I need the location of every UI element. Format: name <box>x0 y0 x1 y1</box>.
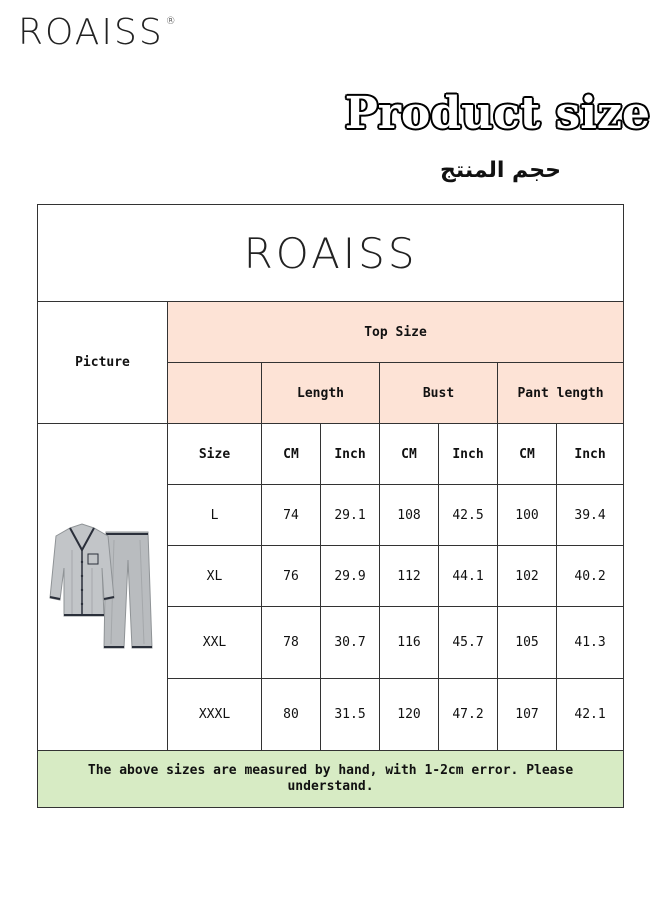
length-inch-cell: 31.5 <box>321 679 380 751</box>
size-cell: XXL <box>168 607 262 679</box>
bust-inch-cell: 42.5 <box>439 485 498 546</box>
bust-cm-cell: 120 <box>380 679 439 751</box>
table-logo: ROAISS <box>243 228 418 278</box>
pant-inch-cell: 40.2 <box>557 546 624 607</box>
size-chart-table <box>37 204 624 808</box>
bust-cm-cell: 108 <box>380 485 439 546</box>
bust-header: Bust <box>380 363 498 424</box>
bust-cm-cell: 112 <box>380 546 439 607</box>
pajama-image <box>48 520 158 655</box>
pant-inch-header: Inch <box>557 424 624 485</box>
pant-inch-cell: 39.4 <box>557 485 624 546</box>
length-cm-cell: 78 <box>262 607 321 679</box>
length-cm-cell: 76 <box>262 546 321 607</box>
length-cm-cell: 80 <box>262 679 321 751</box>
size-column-header: Size <box>168 424 262 485</box>
pant-cm-cell: 100 <box>498 485 557 546</box>
length-inch-cell: 30.7 <box>321 607 380 679</box>
picture-cell <box>38 424 168 751</box>
bust-cm-cell: 116 <box>380 607 439 679</box>
pant-length-header: Pant length <box>498 363 624 424</box>
top-size-header: Top Size <box>168 302 624 363</box>
page-subtitle-arabic: حجم المنتج <box>440 158 561 183</box>
pant-cm-cell: 105 <box>498 607 557 679</box>
brand-logo: ROAISS ® <box>18 12 178 53</box>
measurement-note: The above sizes are measured by hand, with 1-2cm error. Please understand. <box>38 751 624 808</box>
bust-inch-cell: 45.7 <box>439 607 498 679</box>
length-inch-cell: 29.9 <box>321 546 380 607</box>
blank-header-cell <box>168 363 262 424</box>
size-cell: XXXL <box>168 679 262 751</box>
pant-inch-cell: 42.1 <box>557 679 624 751</box>
table-logo-row <box>38 205 624 302</box>
size-cell: XL <box>168 546 262 607</box>
length-inch-cell: 29.1 <box>321 485 380 546</box>
bust-inch-header: Inch <box>439 424 498 485</box>
length-cm-header: CM <box>262 424 321 485</box>
page-title: Product size <box>344 88 650 139</box>
pant-cm-cell: 107 <box>498 679 557 751</box>
length-header: Length <box>262 363 380 424</box>
length-cm-cell: 74 <box>262 485 321 546</box>
bust-inch-cell: 47.2 <box>439 679 498 751</box>
bust-cm-header: CM <box>380 424 439 485</box>
bust-inch-cell: 44.1 <box>439 546 498 607</box>
pant-cm-header: CM <box>498 424 557 485</box>
length-inch-header: Inch <box>321 424 380 485</box>
picture-header: Picture <box>38 302 168 424</box>
pant-inch-cell: 41.3 <box>557 607 624 679</box>
size-cell: L <box>168 485 262 546</box>
pant-cm-cell: 102 <box>498 546 557 607</box>
